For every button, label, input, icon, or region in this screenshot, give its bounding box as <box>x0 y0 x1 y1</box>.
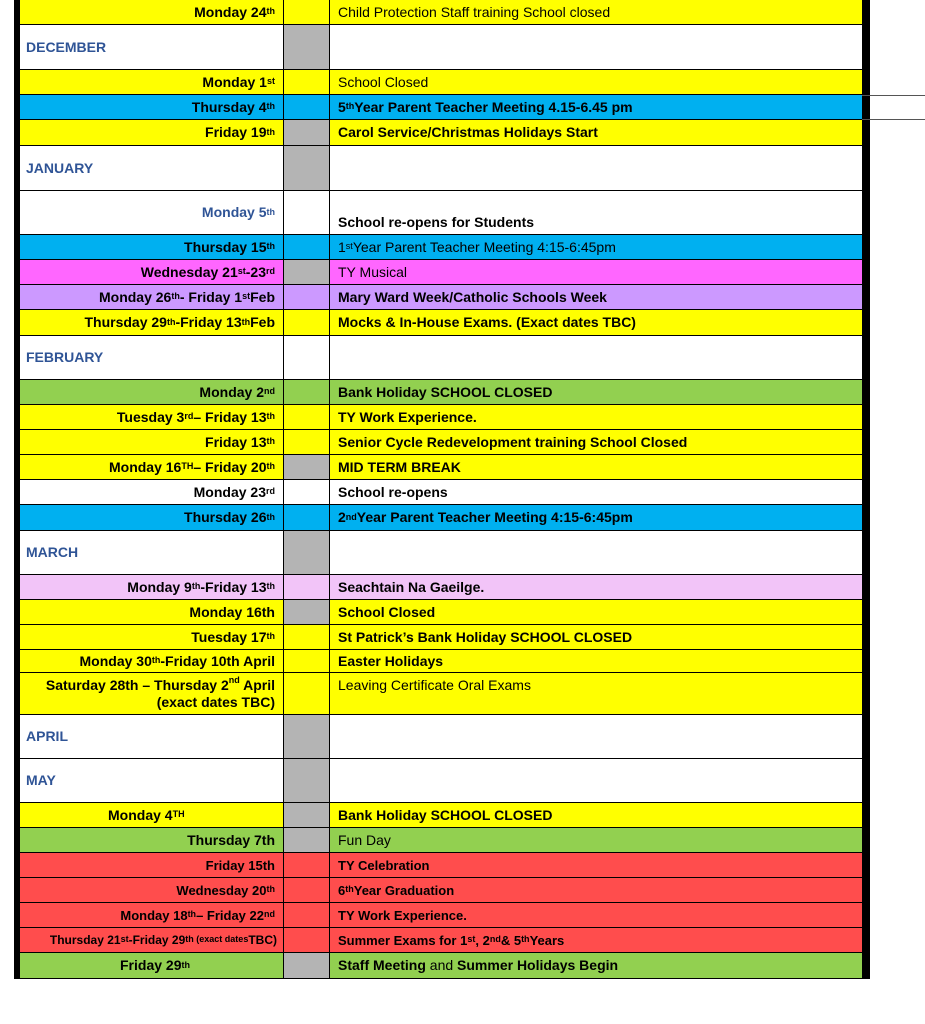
event-cell: Carol Service/Christmas Holidays Start <box>338 124 598 140</box>
date-cell: Monday 9 $^{th}$ -Friday 13 $^{th}$ <box>20 575 284 599</box>
event-cell: Mocks & In-House Exams. (Exact dates TBC) <box>338 314 636 330</box>
spacer-cell <box>284 575 330 599</box>
date-cell: Monday 2 $^{nd}$ <box>20 380 284 404</box>
spacer-cell <box>284 878 330 902</box>
event-cell: TY Musical <box>338 263 407 280</box>
event-cell <box>330 531 862 574</box>
month-label: FEBRUARY <box>20 336 284 379</box>
spacer-cell <box>284 95 330 119</box>
date-cell <box>20 673 284 714</box>
date-cell: Thursday 4 $^{th}$ <box>20 95 284 119</box>
date-cell: Monday 24 $^{th}$ <box>20 0 284 24</box>
date-cell: Monday 18 $^{th}$ – Friday 22 $^{nd}$ <box>20 903 284 927</box>
month-row <box>20 759 862 802</box>
table-row <box>20 455 862 479</box>
event-cell: MID TERM BREAK <box>338 458 461 475</box>
month-row <box>20 531 862 574</box>
date-cell: Thursday 21 $^{st}$ -Friday 29 $^{th (exact dates}$ TBC) <box>20 928 284 952</box>
table-row <box>20 600 862 624</box>
date-cell: Monday 5 $^{th}$ <box>20 191 284 234</box>
date-line-2: (exact dates TBC) <box>156 693 275 710</box>
event-cell: 2 $^{nd}$ Year Parent Teacher Meeting 4:15-6:45pm <box>338 509 633 525</box>
event-cell: TY Celebration <box>338 857 430 873</box>
event-cell: Leaving Certificate Oral Exams <box>338 677 531 693</box>
spacer-cell <box>284 310 330 335</box>
month-row <box>20 336 862 379</box>
table-row <box>20 285 862 309</box>
spacer-cell <box>284 600 330 624</box>
event-cell: Summer Exams for 1 $^{st}$ , 2 $^{nd}$ & 5 $^{th}$ Years <box>338 932 565 948</box>
table-row <box>20 803 862 827</box>
date-cell: Wednesday 21 $^{st}$ -23 $^{rd}$ <box>20 260 284 284</box>
date-line-1: Saturday 28th – Thursday 2nd April <box>45 674 275 693</box>
date-cell: Wednesday 20 $^{th}$ <box>20 878 284 902</box>
table-row <box>20 480 862 504</box>
spacer-cell <box>284 380 330 404</box>
event-cell: Staff Meeting and Summer Holidays Begin <box>338 957 619 973</box>
table-row <box>20 120 862 145</box>
month-row <box>20 146 862 190</box>
date-cell: Friday 13 $^{th}$ <box>20 430 284 454</box>
date-cell: Friday 29 $^{th}$ <box>20 953 284 978</box>
spacer-cell <box>284 953 330 978</box>
spacer-cell <box>284 430 330 454</box>
margin-rule-top <box>862 95 925 96</box>
date-cell: Monday 16 $^{TH}$ – Friday 20 $^{th}$ <box>20 455 284 479</box>
table-row <box>20 0 862 24</box>
month-row <box>20 715 862 758</box>
month-label: JANUARY <box>20 146 284 190</box>
table-row <box>20 191 862 234</box>
spacer-cell <box>284 405 330 429</box>
event-cell: TY Work Experience. <box>338 408 477 425</box>
date-cell: Monday 16th <box>20 600 284 624</box>
table-row <box>20 828 862 852</box>
event-cell <box>330 336 862 379</box>
spacer-cell <box>284 759 330 802</box>
spacer-cell <box>284 673 330 714</box>
table-row <box>20 505 862 530</box>
table-row <box>20 625 862 649</box>
table-row <box>20 650 862 672</box>
event-cell: Mary Ward Week/Catholic Schools Week <box>338 288 607 305</box>
month-label: MARCH <box>20 531 284 574</box>
table-row <box>20 928 862 952</box>
table-row <box>20 878 862 902</box>
date-cell: Monday 23 $^{rd}$ <box>20 480 284 504</box>
spacer-cell <box>284 455 330 479</box>
spacer-cell <box>284 903 330 927</box>
spacer-cell <box>284 70 330 94</box>
date-cell: Thursday 15 $^{th}$ <box>20 235 284 259</box>
event-cell <box>330 25 862 69</box>
date-cell: Monday 30 $^{th}$ -Friday 10th April <box>20 650 284 672</box>
spacer-cell <box>284 505 330 530</box>
date-cell: Tuesday 17 $^{th}$ <box>20 625 284 649</box>
spacer-cell <box>284 650 330 672</box>
event-cell: 1 $^{st}$ Year Parent Teacher Meeting 4:15-6:45pm <box>338 238 616 255</box>
event-cell: TY Work Experience. <box>338 907 467 923</box>
event-cell: 6 $^{th}$ Year Graduation <box>338 882 455 898</box>
event-cell <box>330 715 862 758</box>
spacer-cell <box>284 715 330 758</box>
table-row <box>20 380 862 404</box>
event-cell: St Patrick’s Bank Holiday SCHOOL CLOSED <box>338 628 633 645</box>
spacer-cell <box>284 625 330 649</box>
spacer-cell <box>284 336 330 379</box>
table-row <box>20 853 862 877</box>
spacer-cell <box>284 0 330 24</box>
table-row <box>20 953 862 978</box>
event-cell: Bank Holiday SCHOOL CLOSED <box>338 806 553 823</box>
event-cell: School Closed <box>338 73 429 90</box>
event-cell: Fun Day <box>338 831 391 848</box>
spacer-cell <box>284 285 330 309</box>
event-cell: Easter Holidays <box>338 652 444 669</box>
table-row <box>20 430 862 454</box>
table-row <box>20 575 862 599</box>
event-cell: School Closed <box>338 603 436 620</box>
date-cell: Monday 4 $^{TH}$ <box>20 803 284 827</box>
table-row <box>20 310 862 335</box>
date-cell: Tuesday 3 $^{rd}$ – Friday 13 $^{th}$ <box>20 405 284 429</box>
table-row <box>20 260 862 284</box>
table-row <box>20 405 862 429</box>
month-label: APRIL <box>20 715 284 758</box>
event-cell: Child Protection Staff training School closed <box>338 3 611 20</box>
spacer-cell <box>284 235 330 259</box>
spacer-cell <box>284 803 330 827</box>
date-cell: Thursday 29 $^{th}$ -Friday 13 $^{th}$ Feb <box>20 310 284 335</box>
date-cell: Monday 1 $^{st}$ <box>20 70 284 94</box>
month-label: MAY <box>20 759 284 802</box>
spacer-cell <box>284 146 330 190</box>
date-cell: Thursday 7th <box>20 828 284 852</box>
spacer-cell <box>284 480 330 504</box>
spacer-cell <box>284 120 330 145</box>
spacer-cell <box>284 260 330 284</box>
event-cell: Bank Holiday SCHOOL CLOSED <box>338 383 553 400</box>
event-cell: School re-opens for Students <box>338 214 535 230</box>
event-cell: 5 $^{th}$ Year Parent Teacher Meeting 4.15-6.45 pm <box>338 98 633 115</box>
table-row <box>20 235 862 259</box>
margin-rule-bottom <box>862 119 925 120</box>
spacer-cell <box>284 531 330 574</box>
event-cell <box>330 146 862 190</box>
date-cell: Monday 26 $^{th}$ - Friday 1 $^{st}$ Feb <box>20 285 284 309</box>
spacer-cell <box>284 828 330 852</box>
event-cell: Senior Cycle Redevelopment training School Closed <box>338 433 688 450</box>
table-row <box>20 673 862 714</box>
spacer-cell <box>284 191 330 234</box>
month-label: DECEMBER <box>20 25 284 69</box>
spacer-cell <box>284 853 330 877</box>
table-row <box>20 70 862 94</box>
spacer-cell <box>284 25 330 69</box>
spacer-cell <box>284 928 330 952</box>
table-row <box>20 903 862 927</box>
event-cell <box>330 759 862 802</box>
event-cell: School re-opens <box>338 483 448 500</box>
table-row <box>20 95 862 119</box>
date-cell: Thursday 26 $^{th}$ <box>20 505 284 530</box>
date-cell: Friday 15th <box>20 853 284 877</box>
month-row <box>20 25 862 69</box>
date-cell: Friday 19 $^{th}$ <box>20 120 284 145</box>
event-cell: Seachtain Na Gaeilge. <box>338 578 485 595</box>
